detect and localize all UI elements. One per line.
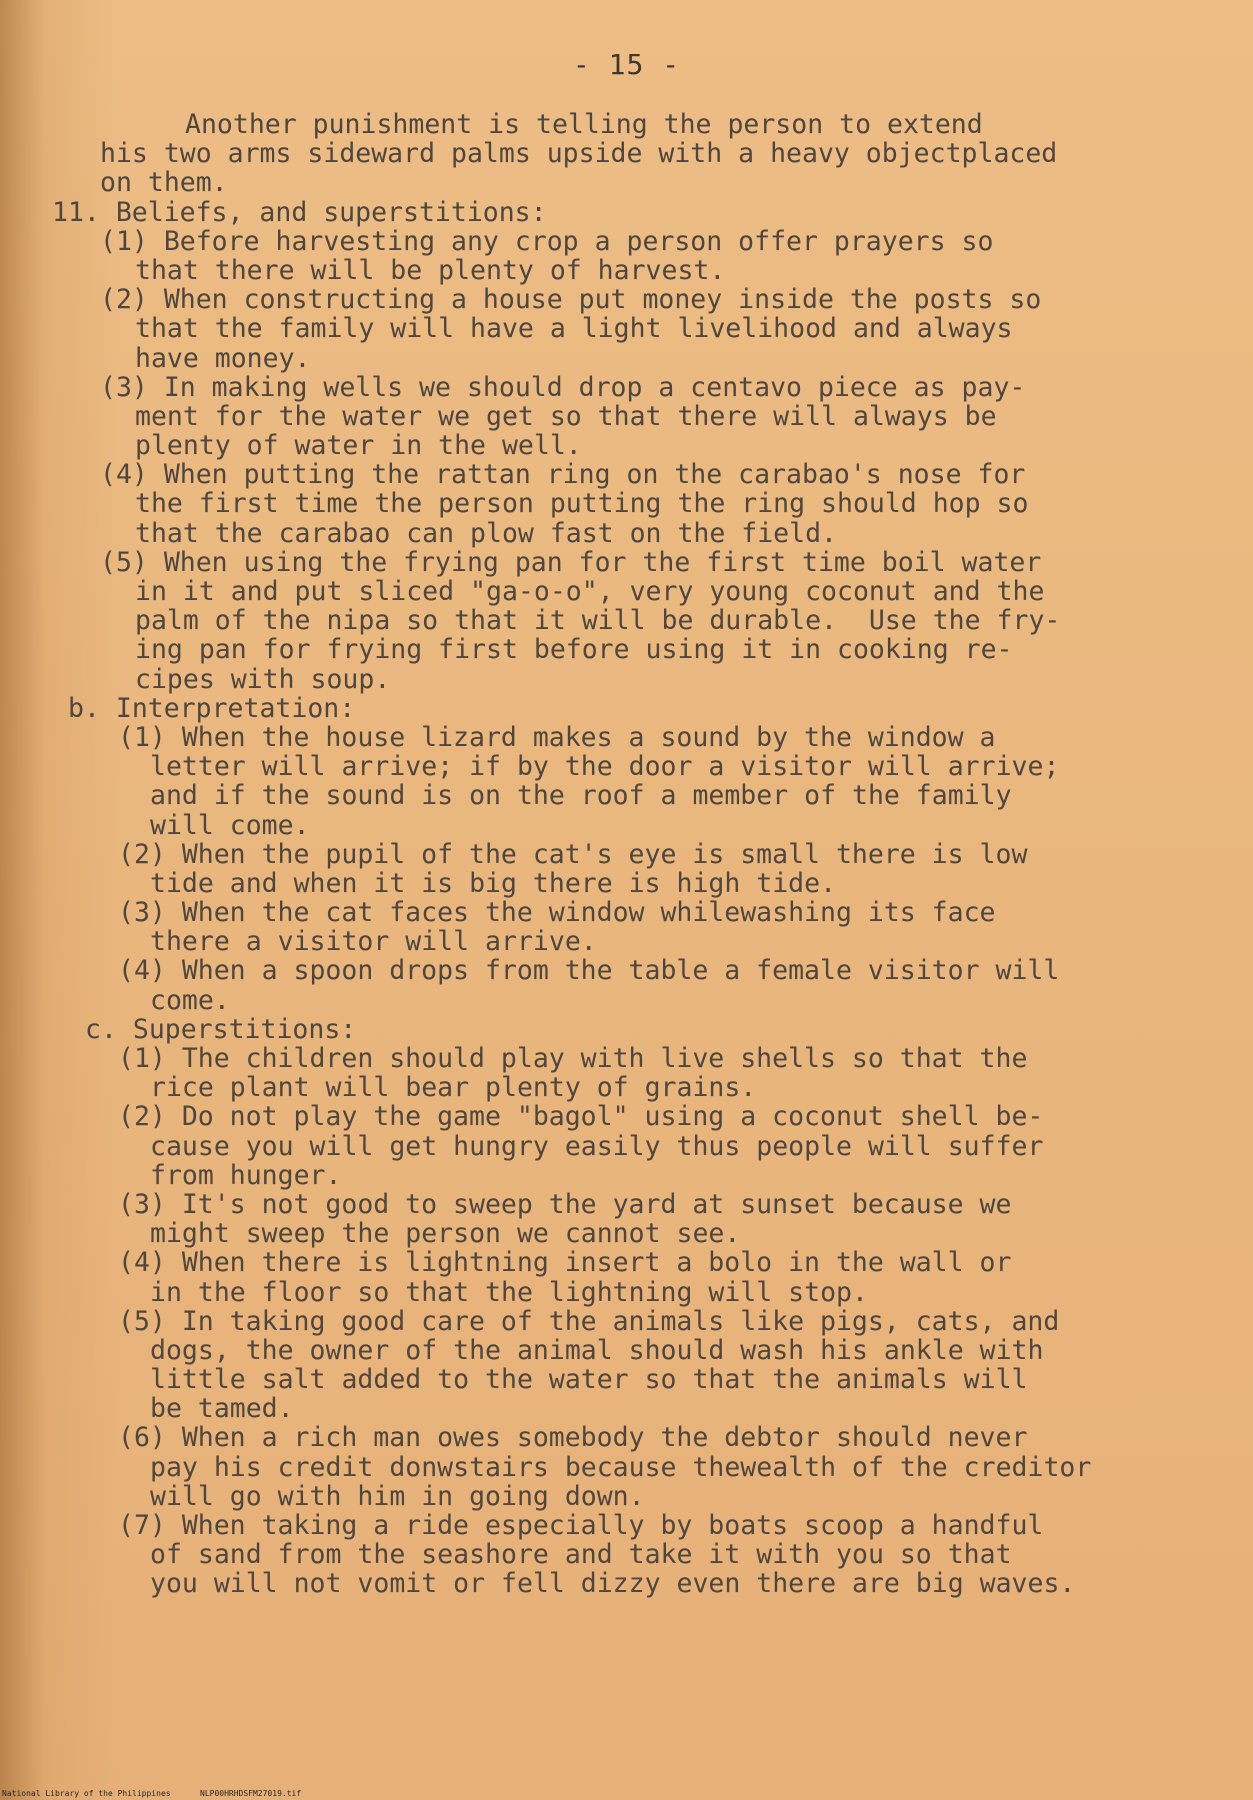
- text-line: 11. Beliefs, and superstitions:: [52, 196, 547, 228]
- text-line: will come.: [150, 809, 310, 841]
- text-line: his two arms sideward palms upside with a heavy objectplaced: [100, 138, 1058, 170]
- text-line: (2) When the pupil of the cat's eye is small there is low: [118, 838, 1028, 870]
- text-line: you will not vomit or fell dizzy even there are big waves.: [150, 1568, 1076, 1600]
- text-line: plenty of water in the well.: [135, 430, 582, 462]
- text-line: that the carabao can plow fast on the field.: [135, 517, 837, 549]
- text-line: (5) When using the frying pan for the first time boil water: [100, 546, 1042, 578]
- text-line: (2) Do not play the game "bagol" using a coconut shell be-: [118, 1101, 1044, 1133]
- text-line: (6) When a rich man owes somebody the debtor should never: [118, 1422, 1028, 1454]
- document-body: [0, 110, 1253, 1599]
- text-line: from hunger.: [150, 1159, 342, 1191]
- footer-file-name: NLP00HRHDSFM27019.tif: [200, 1789, 302, 1798]
- text-line: (5) In taking good care of the animals like pigs, cats, and: [118, 1305, 1060, 1337]
- text-line: (2) When constructing a house put money inside the posts so: [100, 284, 1042, 316]
- text-line: (3) When the cat faces the window whilewashing its face: [118, 897, 996, 929]
- text-line: ment for the water we get so that there will always be: [135, 400, 997, 432]
- text-line: (1) The children should play with live shells so that the: [118, 1043, 1028, 1074]
- text-line: (1) Before harvesting any crop a person offer prayers so: [100, 225, 994, 257]
- text-line: there a visitor will arrive.: [150, 926, 597, 958]
- text-line: come.: [150, 984, 230, 1016]
- text-line: in it and put sliced "ga-o-o", very young coconut and the: [135, 576, 1045, 607]
- text-line: (4) When putting the rattan ring on the carabao's nose for: [100, 459, 1026, 491]
- text-line: have money.: [135, 342, 311, 374]
- text-line: (4) When there is lightning insert a bolo in the wall or: [118, 1247, 1012, 1279]
- text-line: in the floor so that the lightning will stop.: [150, 1276, 868, 1308]
- page-number: - 15 -: [572, 48, 681, 81]
- text-line: palm of the nipa so that it will be durable. Use the fry-: [135, 605, 1061, 637]
- text-line: tide and when it is big there is high tide.: [150, 867, 837, 899]
- text-line: cipes with soup.: [135, 663, 391, 695]
- text-line: (1) When the house lizard makes a sound by the window a: [118, 721, 996, 753]
- text-line: pay his credit donwstairs because thewealth of the creditor: [150, 1451, 1092, 1483]
- text-line: and if the sound is on the roof a member of the family: [150, 780, 1012, 812]
- footer-library-name: National Library of the Philippines: [2, 1789, 171, 1798]
- text-line: (7) When taking a ride especially by boats scoop a handful: [118, 1510, 1044, 1541]
- text-line: (3) In making wells we should drop a centavo piece as pay-: [100, 371, 1026, 403]
- text-line: on them.: [100, 167, 228, 199]
- text-line: dogs, the owner of the animal should wash his ankle with: [150, 1334, 1044, 1366]
- text-line: c. Superstitions:: [85, 1013, 357, 1045]
- text-line: b. Interpretation:: [68, 692, 356, 724]
- text-line: little salt added to the water so that the animals will: [150, 1364, 1028, 1396]
- scan-footer: [0, 1762, 1253, 1798]
- text-line: will go with him in going down.: [150, 1480, 645, 1512]
- text-line: that there will be plenty of harvest.: [135, 254, 726, 286]
- text-line: that the family will have a light livelihood and always: [135, 313, 1013, 345]
- text-line: letter will arrive; if by the door a visitor will arrive;: [150, 751, 1060, 783]
- text-line: of sand from the seashore and take it with you so that: [150, 1539, 1012, 1571]
- text-line: might sweep the person we cannot see.: [150, 1218, 741, 1250]
- text-line: Another punishment is telling the person to extend: [185, 109, 983, 140]
- text-line: the first time the person putting the ring should hop so: [135, 488, 1029, 520]
- text-line: be tamed.: [150, 1393, 294, 1425]
- text-line: rice plant will bear plenty of grains.: [150, 1072, 757, 1104]
- text-line: ing pan for frying first before using it in cooking re-: [135, 634, 1013, 666]
- text-line: (3) It's not good to sweep the yard at sunset because we: [118, 1188, 1012, 1220]
- text-line: (4) When a spoon drops from the table a female visitor will: [118, 955, 1060, 987]
- text-line: cause you will get hungry easily thus people will suffer: [150, 1130, 1044, 1162]
